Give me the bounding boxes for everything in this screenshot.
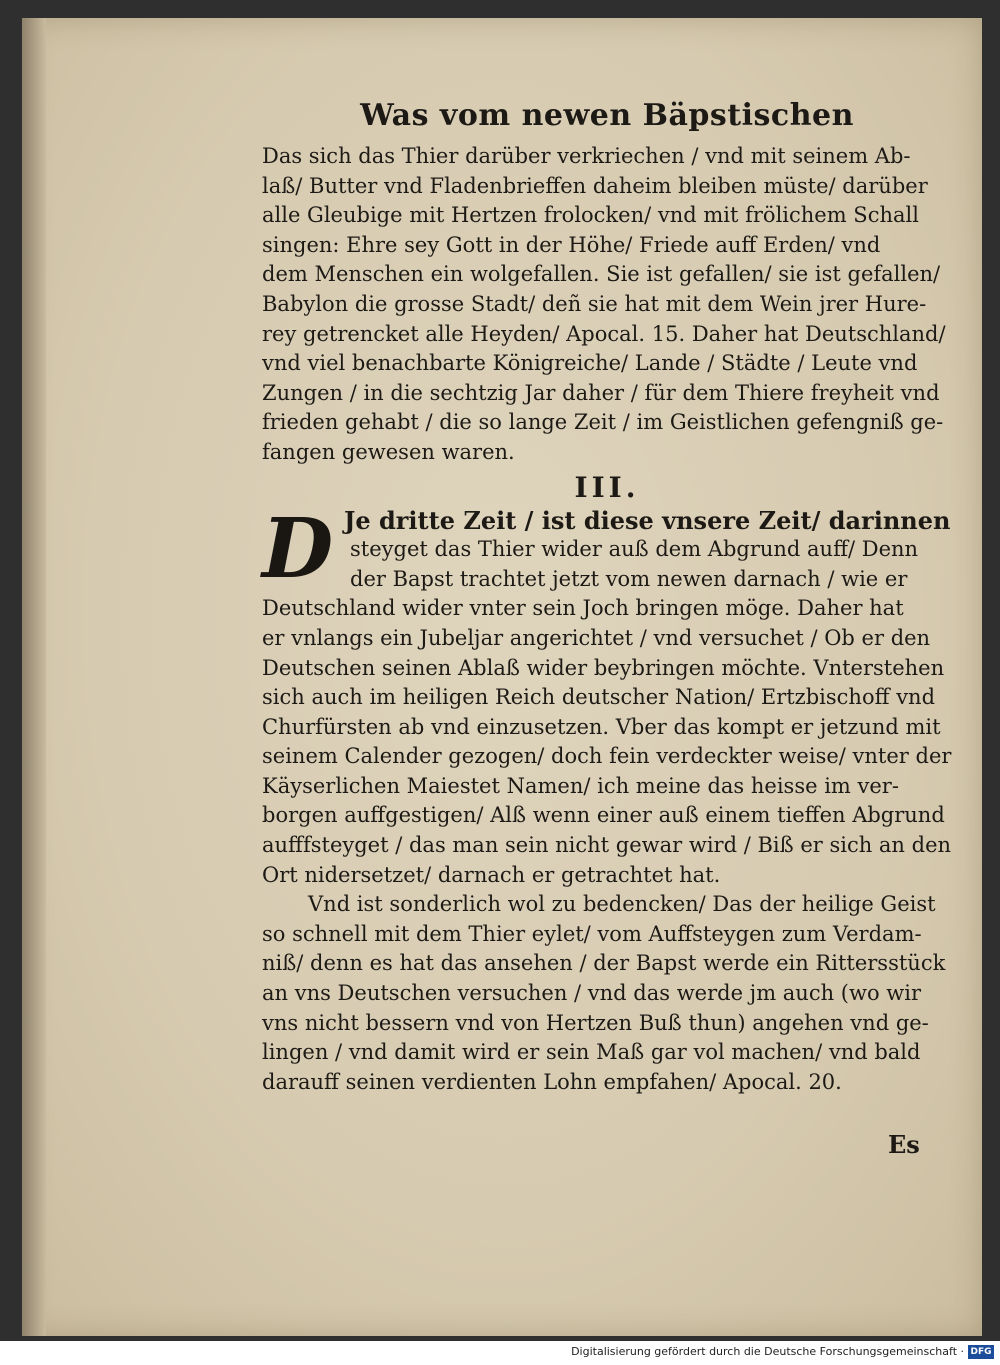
text-line: Churfürsten ab vnd einzusetzen. Vber das kompt er jetzund mit bbox=[262, 714, 941, 739]
text-line: vns nicht bessern vnd von Hertzen Buß thun) angehen vnd ge- bbox=[262, 1010, 929, 1035]
text-line: alle Gleubige mit Hertzen frolocken/ vnd mit frölichem Schall bbox=[262, 203, 919, 228]
text-line: Das sich das Thier darüber verkriechen / vnd mit seinem Ab- bbox=[262, 144, 911, 168]
text-line: der Bapst trachtet jetzt vom newen darnach / wie er bbox=[350, 566, 908, 591]
text-line: singen: Ehre sey Gott in der Höhe/ Friede auff Erden/ vnd bbox=[262, 232, 881, 257]
drop-initial: D bbox=[262, 500, 334, 597]
text-line: fangen gewesen waren. bbox=[262, 439, 515, 464]
digitization-credit: Digitalisierung gefördert durch die Deutsche Forschungsgemeinschaft · bbox=[571, 1345, 964, 1358]
text-line: an vns Deutschen versuchen / vnd das werde jm auch (wo wir bbox=[262, 981, 922, 1006]
text-line: lingen / vnd damit wird er sein Maß gar vol machen/ vnd bald bbox=[262, 1040, 921, 1065]
text-line: niß/ denn es hat das ansehen / der Bapst werde ein Rittersstück bbox=[262, 951, 946, 976]
text-line: Käyserlichen Maiestet Namen/ ich meine das heisse im ver- bbox=[262, 773, 899, 798]
text-line: steyget das Thier wider auß dem Abgrund auff/ Denn bbox=[350, 537, 919, 562]
text-line: seinem Calender gezogen/ doch fein verdeckter weise/ vnter der bbox=[262, 744, 952, 769]
text-line: laß/ Butter vnd Fladenbrieffen daheim bleiben müste/ darüber bbox=[262, 173, 928, 198]
catchword: Es bbox=[888, 1130, 920, 1159]
text-line: Deutschland wider vnter sein Joch bringen möge. Daher hat bbox=[262, 596, 904, 621]
page-text-block bbox=[262, 96, 952, 1097]
paragraph-1 bbox=[262, 142, 952, 468]
text-line: rey getrencket alle Heyden/ Apocal. 15. Daher hat Deutschland/ bbox=[262, 321, 946, 346]
text-line: borgen auffgestigen/ Alß wenn einer auß einem tieffen Abgrund bbox=[262, 803, 945, 828]
text-line: Vnd ist sonderlich wol zu bedencken/ Das der heilige Geist bbox=[308, 892, 936, 917]
text-line: Je dritte Zeit / ist diese vnsere Zeit/ darinnen bbox=[344, 505, 951, 535]
page-gutter bbox=[22, 18, 46, 1336]
running-head: Was vom newen Bäpstischen bbox=[360, 98, 854, 133]
dfg-logo: DFG bbox=[968, 1345, 994, 1359]
text-line: frieden gehabt / die so lange Zeit / im Geistlichen gefengniß ge- bbox=[262, 410, 944, 435]
text-line: Ort nidersetzet/ darnach er getrachtet hat. bbox=[262, 862, 721, 887]
text-line: so schnell mit dem Thier eylet/ vom Auffsteygen zum Verdam- bbox=[262, 921, 922, 946]
text-line: sich auch im heiligen Reich deutscher Nation/ Ertzbischoff vnd bbox=[262, 685, 936, 710]
section-numeral: III. bbox=[574, 470, 640, 504]
decorated-paragraph bbox=[262, 500, 952, 891]
text-line: dem Menschen ein wolgefallen. Sie ist gefallen/ sie ist gefallen/ bbox=[262, 262, 941, 287]
text-line: vnd viel benachbarte Königreiche/ Lande / Städte / Leute vnd bbox=[262, 351, 918, 376]
text-line: darauff seinen verdienten Lohn empfahen/ Apocal. 20. bbox=[262, 1069, 842, 1094]
text-line: aufffsteyget / das man sein nicht gewar wird / Biß er sich an den bbox=[262, 833, 952, 858]
text-line: Zungen / in die sechtzig Jar daher / für dem Thiere freyheit vnd bbox=[262, 380, 940, 405]
text-line: Deutschen seinen Ablaß wider beybringen möchte. Vnterstehen bbox=[262, 655, 945, 680]
paragraph-2 bbox=[262, 500, 952, 891]
paragraph-3 bbox=[262, 890, 952, 1097]
text-line: Babylon die grosse Stadt/ deñ sie hat mit dem Wein jrer Hure- bbox=[262, 291, 927, 316]
text-line: er vnlangs ein Jubeljar angerichtet / vnd versuchet / Ob er den bbox=[262, 625, 931, 650]
